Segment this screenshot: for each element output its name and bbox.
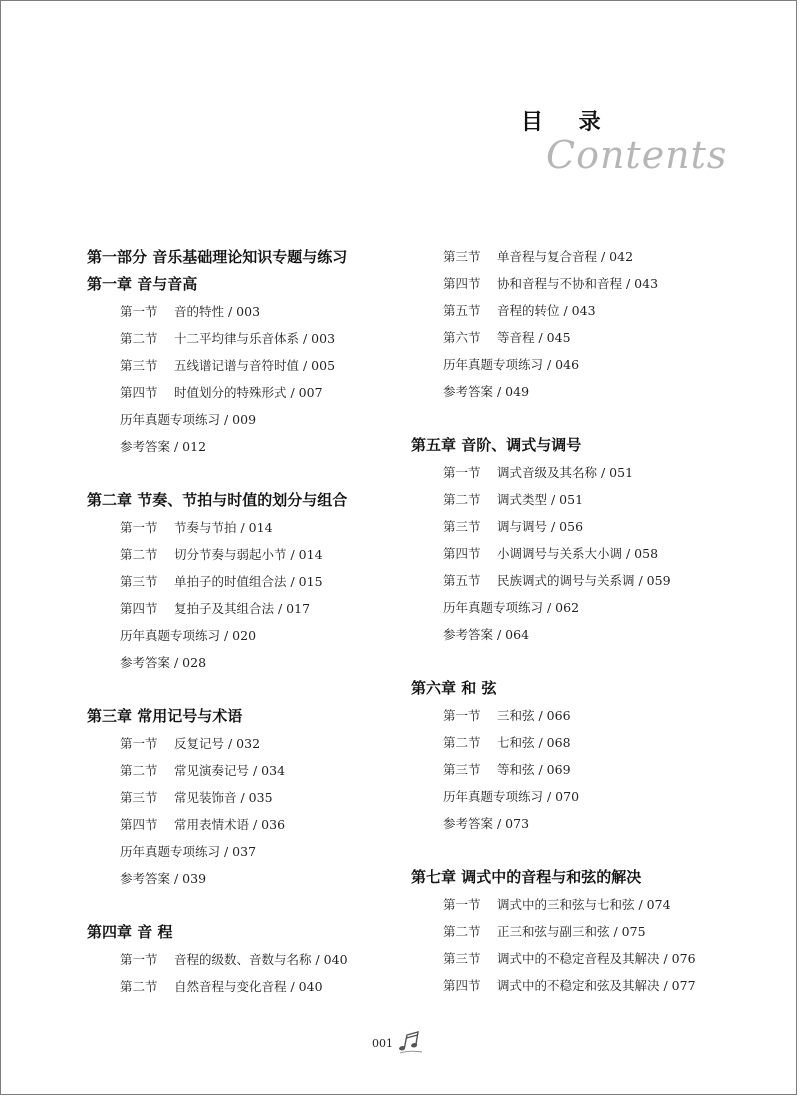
- section-number: 第三节: [120, 358, 158, 373]
- section-number: 第二节: [443, 492, 481, 507]
- section-number: 第一节: [120, 736, 158, 751]
- toc-entry: [411, 567, 741, 594]
- toc-title: 目 录: [521, 109, 615, 135]
- toc-entry: [87, 379, 417, 406]
- toc-entry: [87, 406, 417, 433]
- entry-title: 调式中的不稳定音程及其解决 / 076: [497, 951, 696, 966]
- entry-title: 自然音程与变化音程 / 040: [174, 979, 323, 994]
- entry-title: 历年真题专项练习 / 070: [443, 789, 580, 804]
- entry-title: 音的特性 / 003: [174, 304, 261, 319]
- toc-entry: [87, 622, 417, 649]
- entry-title: 参考答案 / 073: [443, 816, 530, 831]
- chapter-heading: 第二章 节奏、节拍与时值的划分与组合: [87, 491, 348, 509]
- entry-title: 历年真题专项练习 / 062: [443, 600, 580, 615]
- entry-title: 复拍子及其组合法 / 017: [174, 601, 311, 616]
- entry-title: 三和弦 / 066: [497, 708, 571, 723]
- entry-title: 调式中的不稳定和弦及其解决 / 077: [497, 978, 696, 993]
- toc-entry: [87, 649, 417, 676]
- chapter-heading: 第四章 音 程: [87, 923, 173, 941]
- section-number: 第一节: [120, 304, 158, 319]
- toc-entry: [87, 514, 417, 541]
- section-number: 第五节: [443, 573, 481, 588]
- toc-entry: [411, 540, 741, 567]
- section-number: 第二节: [120, 331, 158, 346]
- section-number: 第三节: [443, 762, 481, 777]
- toc-entry: [411, 270, 741, 297]
- section-number: 第二节: [120, 547, 158, 562]
- toc-entry: [411, 351, 741, 378]
- entry-title: 正三和弦与副三和弦 / 075: [497, 924, 646, 939]
- music-note-icon: [396, 1031, 424, 1055]
- toc-entry: [411, 324, 741, 351]
- entry-title: 十二平均律与乐音体系 / 003: [174, 331, 336, 346]
- chapter-heading: 第五章 音阶、调式与调号: [411, 436, 582, 454]
- toc-entry: [87, 838, 417, 865]
- entry-title: 等音程 / 045: [497, 330, 571, 345]
- toc-entry: [411, 972, 741, 999]
- toc-entry: [411, 297, 741, 324]
- toc-entry: [411, 783, 741, 810]
- entry-title: 单音程与复合音程 / 042: [497, 249, 634, 264]
- entry-title: 单拍子的时值组合法 / 015: [174, 574, 323, 589]
- entry-title: 参考答案 / 012: [120, 439, 207, 454]
- section-number: 第四节: [443, 276, 481, 291]
- entry-title: 常见演奏记号 / 034: [174, 763, 286, 778]
- toc-left-column: [87, 244, 417, 1000]
- section-number: 第三节: [443, 519, 481, 534]
- contents-subtitle: Contents: [546, 133, 728, 177]
- entry-title: 调式音级及其名称 / 051: [497, 465, 634, 480]
- toc-entry: [411, 459, 741, 486]
- section-number: 第一节: [443, 708, 481, 723]
- section-number: 第六节: [443, 330, 481, 345]
- toc-entry: [411, 918, 741, 945]
- entry-title: 历年真题专项练习 / 037: [120, 844, 257, 859]
- section-number: 第一节: [120, 952, 158, 967]
- toc-entry: [87, 298, 417, 325]
- toc-entry: [87, 595, 417, 622]
- section-number: 第四节: [120, 817, 158, 832]
- entry-title: 参考答案 / 039: [120, 871, 207, 886]
- entry-title: 常用表情术语 / 036: [174, 817, 286, 832]
- toc-entry: [411, 513, 741, 540]
- entry-title: 小调调号与关系大小调 / 058: [497, 546, 659, 561]
- toc-entry: [411, 891, 741, 918]
- section-number: 第二节: [443, 735, 481, 750]
- entry-title: 参考答案 / 064: [443, 627, 530, 642]
- toc-entry: [411, 621, 741, 648]
- section-number: 第一节: [443, 465, 481, 480]
- chapter-heading: 第三章 常用记号与术语: [87, 707, 243, 725]
- entry-title: 等和弦 / 069: [497, 762, 571, 777]
- toc-entry: [87, 325, 417, 352]
- entry-title: 调式类型 / 051: [497, 492, 584, 507]
- toc-entry: [87, 973, 417, 1000]
- entry-title: 切分节奏与弱起小节 / 014: [174, 547, 323, 562]
- toc-entry: [87, 811, 417, 838]
- toc-entry: [87, 757, 417, 784]
- toc-entry: [411, 702, 741, 729]
- toc-entry: [87, 433, 417, 460]
- toc-entry: [87, 865, 417, 892]
- section-number: 第三节: [443, 249, 481, 264]
- chapter-heading: 第六章 和 弦: [411, 679, 497, 697]
- section-number: 第一节: [443, 897, 481, 912]
- section-number: 第二节: [443, 924, 481, 939]
- section-number: 第三节: [443, 951, 481, 966]
- entry-title: 历年真题专项练习 / 046: [443, 357, 580, 372]
- toc-entry: [411, 729, 741, 756]
- entry-title: 历年真题专项练习 / 009: [120, 412, 257, 427]
- entry-title: 常见装饰音 / 035: [174, 790, 273, 805]
- entry-title: 调与调号 / 056: [497, 519, 584, 534]
- toc-entry: [87, 568, 417, 595]
- section-number: 第五节: [443, 303, 481, 318]
- entry-title: 参考答案 / 028: [120, 655, 207, 670]
- chapter-heading: 第一章 音与音高: [87, 275, 198, 293]
- toc-entry: [411, 756, 741, 783]
- toc-entry: [411, 594, 741, 621]
- toc-entry: [411, 486, 741, 513]
- toc-entry: [87, 541, 417, 568]
- entry-title: 反复记号 / 032: [174, 736, 261, 751]
- entry-title: 节奏与节拍 / 014: [174, 520, 273, 535]
- page-number: 001: [372, 1036, 393, 1050]
- section-number: 第四节: [120, 385, 158, 400]
- toc-entry: [411, 810, 741, 837]
- chapter-heading: 第七章 调式中的音程与和弦的解决: [411, 868, 642, 886]
- entry-title: 协和音程与不协和音程 / 043: [497, 276, 659, 291]
- toc-entry: [87, 730, 417, 757]
- section-number: 第三节: [120, 574, 158, 589]
- section-number: 第二节: [120, 763, 158, 778]
- entry-title: 七和弦 / 068: [497, 735, 571, 750]
- toc-entry: [411, 945, 741, 972]
- section-number: 第一节: [120, 520, 158, 535]
- entry-title: 历年真题专项练习 / 020: [120, 628, 257, 643]
- entry-title: 调式中的三和弦与七和弦 / 074: [497, 897, 671, 912]
- toc-entry: [87, 352, 417, 379]
- section-number: 第四节: [443, 978, 481, 993]
- section-number: 第二节: [120, 979, 158, 994]
- toc-right-column: [411, 243, 741, 999]
- toc-entry: [87, 784, 417, 811]
- entry-title: 民族调式的调号与关系调 / 059: [497, 573, 671, 588]
- section-number: 第四节: [120, 601, 158, 616]
- entry-title: 音程的转位 / 043: [497, 303, 596, 318]
- section-number: 第四节: [443, 546, 481, 561]
- entry-title: 音程的级数、音数与名称 / 040: [174, 952, 348, 967]
- entry-title: 五线谱记谱与音符时值 / 005: [174, 358, 336, 373]
- part-heading: 第一部分 音乐基础理论知识专题与练习: [87, 248, 348, 266]
- toc-entry: [87, 946, 417, 973]
- toc-entry: [411, 378, 741, 405]
- entry-title: 时值划分的特殊形式 / 007: [174, 385, 323, 400]
- entry-title: 参考答案 / 049: [443, 384, 530, 399]
- toc-entry: [411, 243, 741, 270]
- section-number: 第三节: [120, 790, 158, 805]
- page-footer: [372, 1031, 424, 1055]
